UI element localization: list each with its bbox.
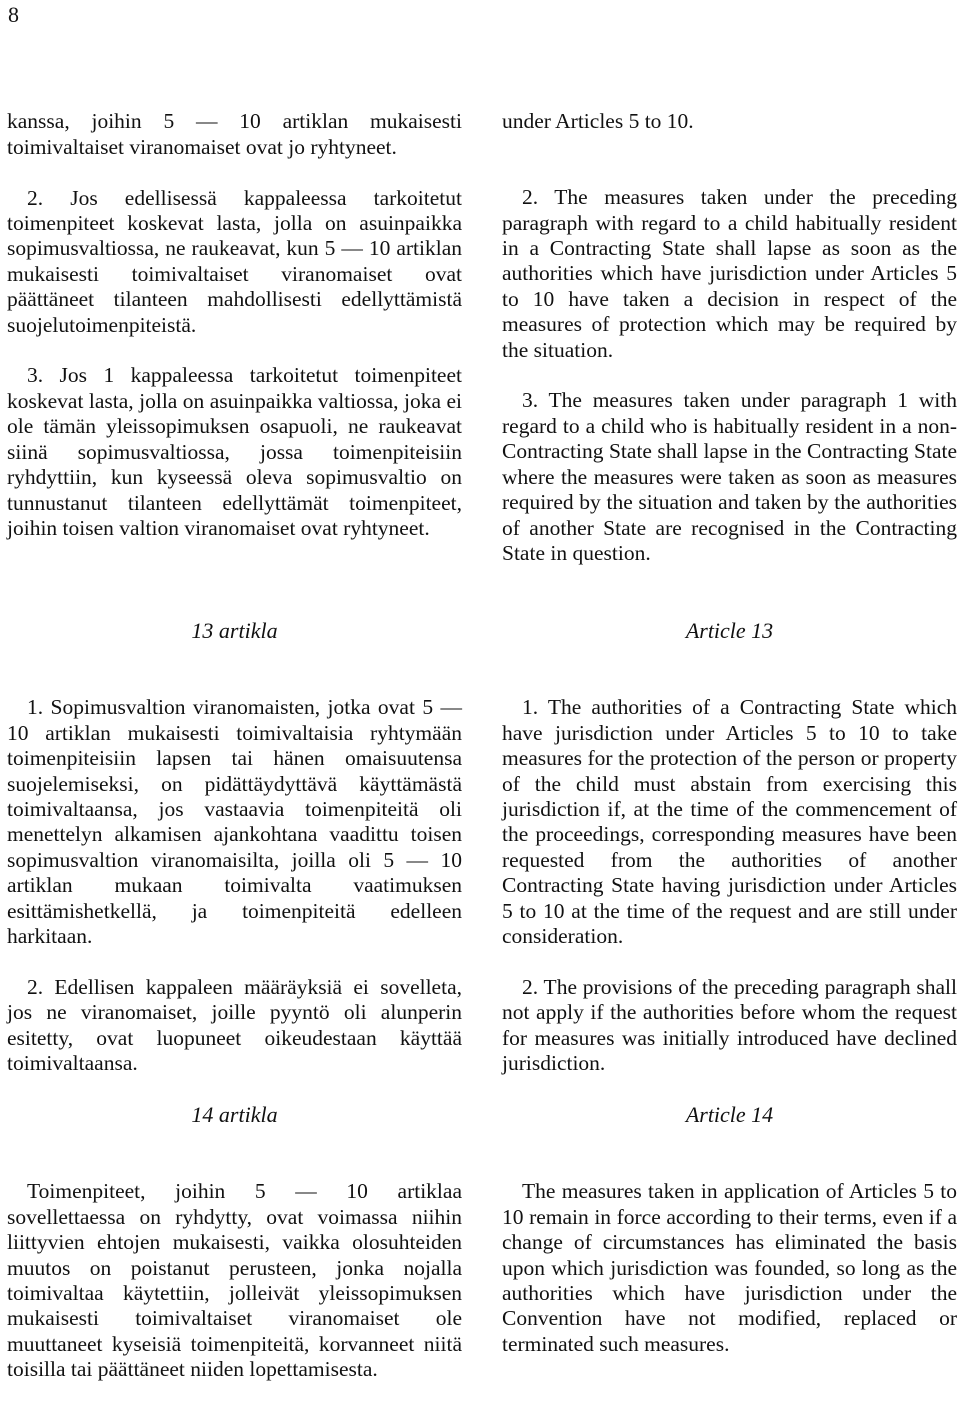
paragraph: 2. Jos edellisessä kappaleessa tarkoitetut toimenpiteet koskevat lasta, jolla on asuinpaikka sopimusvaltiossa, ne raukeavat, kun 5 — 10 artiklan mukaisesti toimivaltaiset viranomaiset ovat päättäneet tilanteen mahdollisesti edellyttämistä suojelutoimenpiteistä.	[7, 185, 462, 337]
paragraph: Toimenpiteet, joihin 5 — 10 artiklaa sovellettaessa on ryhdytty, ovat voimassa niihin liittyvien ehtojen mukaisesti, vaikka olosuhteiden muutos on poistanut perusteen, jonka nojalla toimivaltaa käytettiin, jolleivät yleissopimuksen mukaisesti toimivaltaiset viranomaiset ole muuttaneet kyseisiä toimenpiteitä, korvanneet niitä toisilla tai päättäneet niiden lopettamisesta.	[7, 1179, 462, 1382]
paragraph: 3. The measures taken under paragraph 1 with regard to a child who is habitually resident in a non-Contracting State shall lapse in the Contracting State where the measures were taken as soon as measures required by the situation and taken by the authorities of another State are recognised in the Contracting State in question.	[502, 388, 957, 565]
article-14-heading-en: Article 14	[685, 1102, 774, 1127]
article-14-heading-fi: 14 artikla	[191, 1102, 278, 1127]
paragraph: 1. The authorities of a Contracting State which have jurisdiction under Articles 5 to 10 to take measures for the protection of the person or property of the child must abstain from exercising this jurisdiction if, at the time of the commencement of the proceedings, corresponding measures have been requested from the authorities of another Contracting State having jurisdiction under Articles 5 to 10 at the time of the request and are still under consideration.	[502, 695, 957, 949]
english-continuation-text	[502, 84, 957, 592]
paragraph: kanssa, joihin 5 — 10 artiklan mukaisesti toimivaltaiset viranomaiset ovat jo ryhtyneet.	[7, 109, 462, 159]
paragraph: 2. The provisions of the preceding paragraph shall not apply if the authorities before whom the request for measures was initially introduced have declined jurisdiction.	[502, 974, 957, 1076]
paragraph: 2. The measures taken under the preceding paragraph with regard to a child habitually resident in a Contracting State shall lapse as soon as the authorities which have jurisdiction under Articles 5 to 10 have taken a decision in respect of the measures of protection which may be required by the situation.	[502, 185, 957, 362]
paragraph: The measures taken in application of Articles 5 to 10 remain in force according to their terms, even if a change of circumstances has eliminated the basis upon which jurisdiction was founded, so long as the authorities which have jurisdiction under the Convention have not modified, replaced or terminated such measures.	[502, 1179, 957, 1356]
article-13-heading-en: Article 13	[685, 618, 774, 643]
article-13-text-fi	[7, 670, 462, 1102]
finnish-continuation-text	[7, 84, 462, 567]
paragraph: under Articles 5 to 10.	[502, 109, 694, 134]
article-14-text-fi	[7, 1154, 462, 1408]
paragraph: 1. Sopimusvaltion viranomaisten, jotka ovat 5 — 10 artiklan mukaisesti toimivaltaisia ryhtymään toimenpiteisiin lapsen tai hänen omaisuutensa suojelemiseksi, on pidättäydyttävä käyttämästä toimivaltaansa, jos vastaavia toimenpiteitä oli menettelyn alkamisen ajankohtana vaadittu toisen sopimusvaltion viranomaisilta, joilla oli 5 — 10 artiklan mukaan toimivalta vaatimuksen esittämishetkellä, ja toimenpiteitä edelleen harkitaan.	[7, 695, 462, 949]
page-number: 8	[8, 2, 19, 27]
paragraph: 3. Jos 1 kappaleessa tarkoitetut toimenpiteet koskevat lasta, jolla on asuinpaikka valtiossa, joka ei ole tämän yleissopimuksen osapuoli, ne raukeavat siinä sopimusvaltiossa, jossa toimenpiteisiin ryhdyttiin, kun kyseessä oleva sopimusvaltio on tunnustanut tilanteen edellyttämät toimenpiteet, joihin toisen valtion viranomaiset ovat ryhtyneet.	[7, 363, 462, 540]
article-13-heading-fi: 13 artikla	[191, 618, 278, 643]
article-14-text-en	[502, 1154, 957, 1383]
paragraph: 2. Edellisen kappaleen määräyksiä ei sovelleta, jos ne viranomaiset, joille pyyntö oli alunperin esitetty, ovat luopuneet oikeudestaan käyttää toimivaltaansa.	[7, 974, 462, 1076]
article-13-text-en	[502, 670, 957, 1102]
